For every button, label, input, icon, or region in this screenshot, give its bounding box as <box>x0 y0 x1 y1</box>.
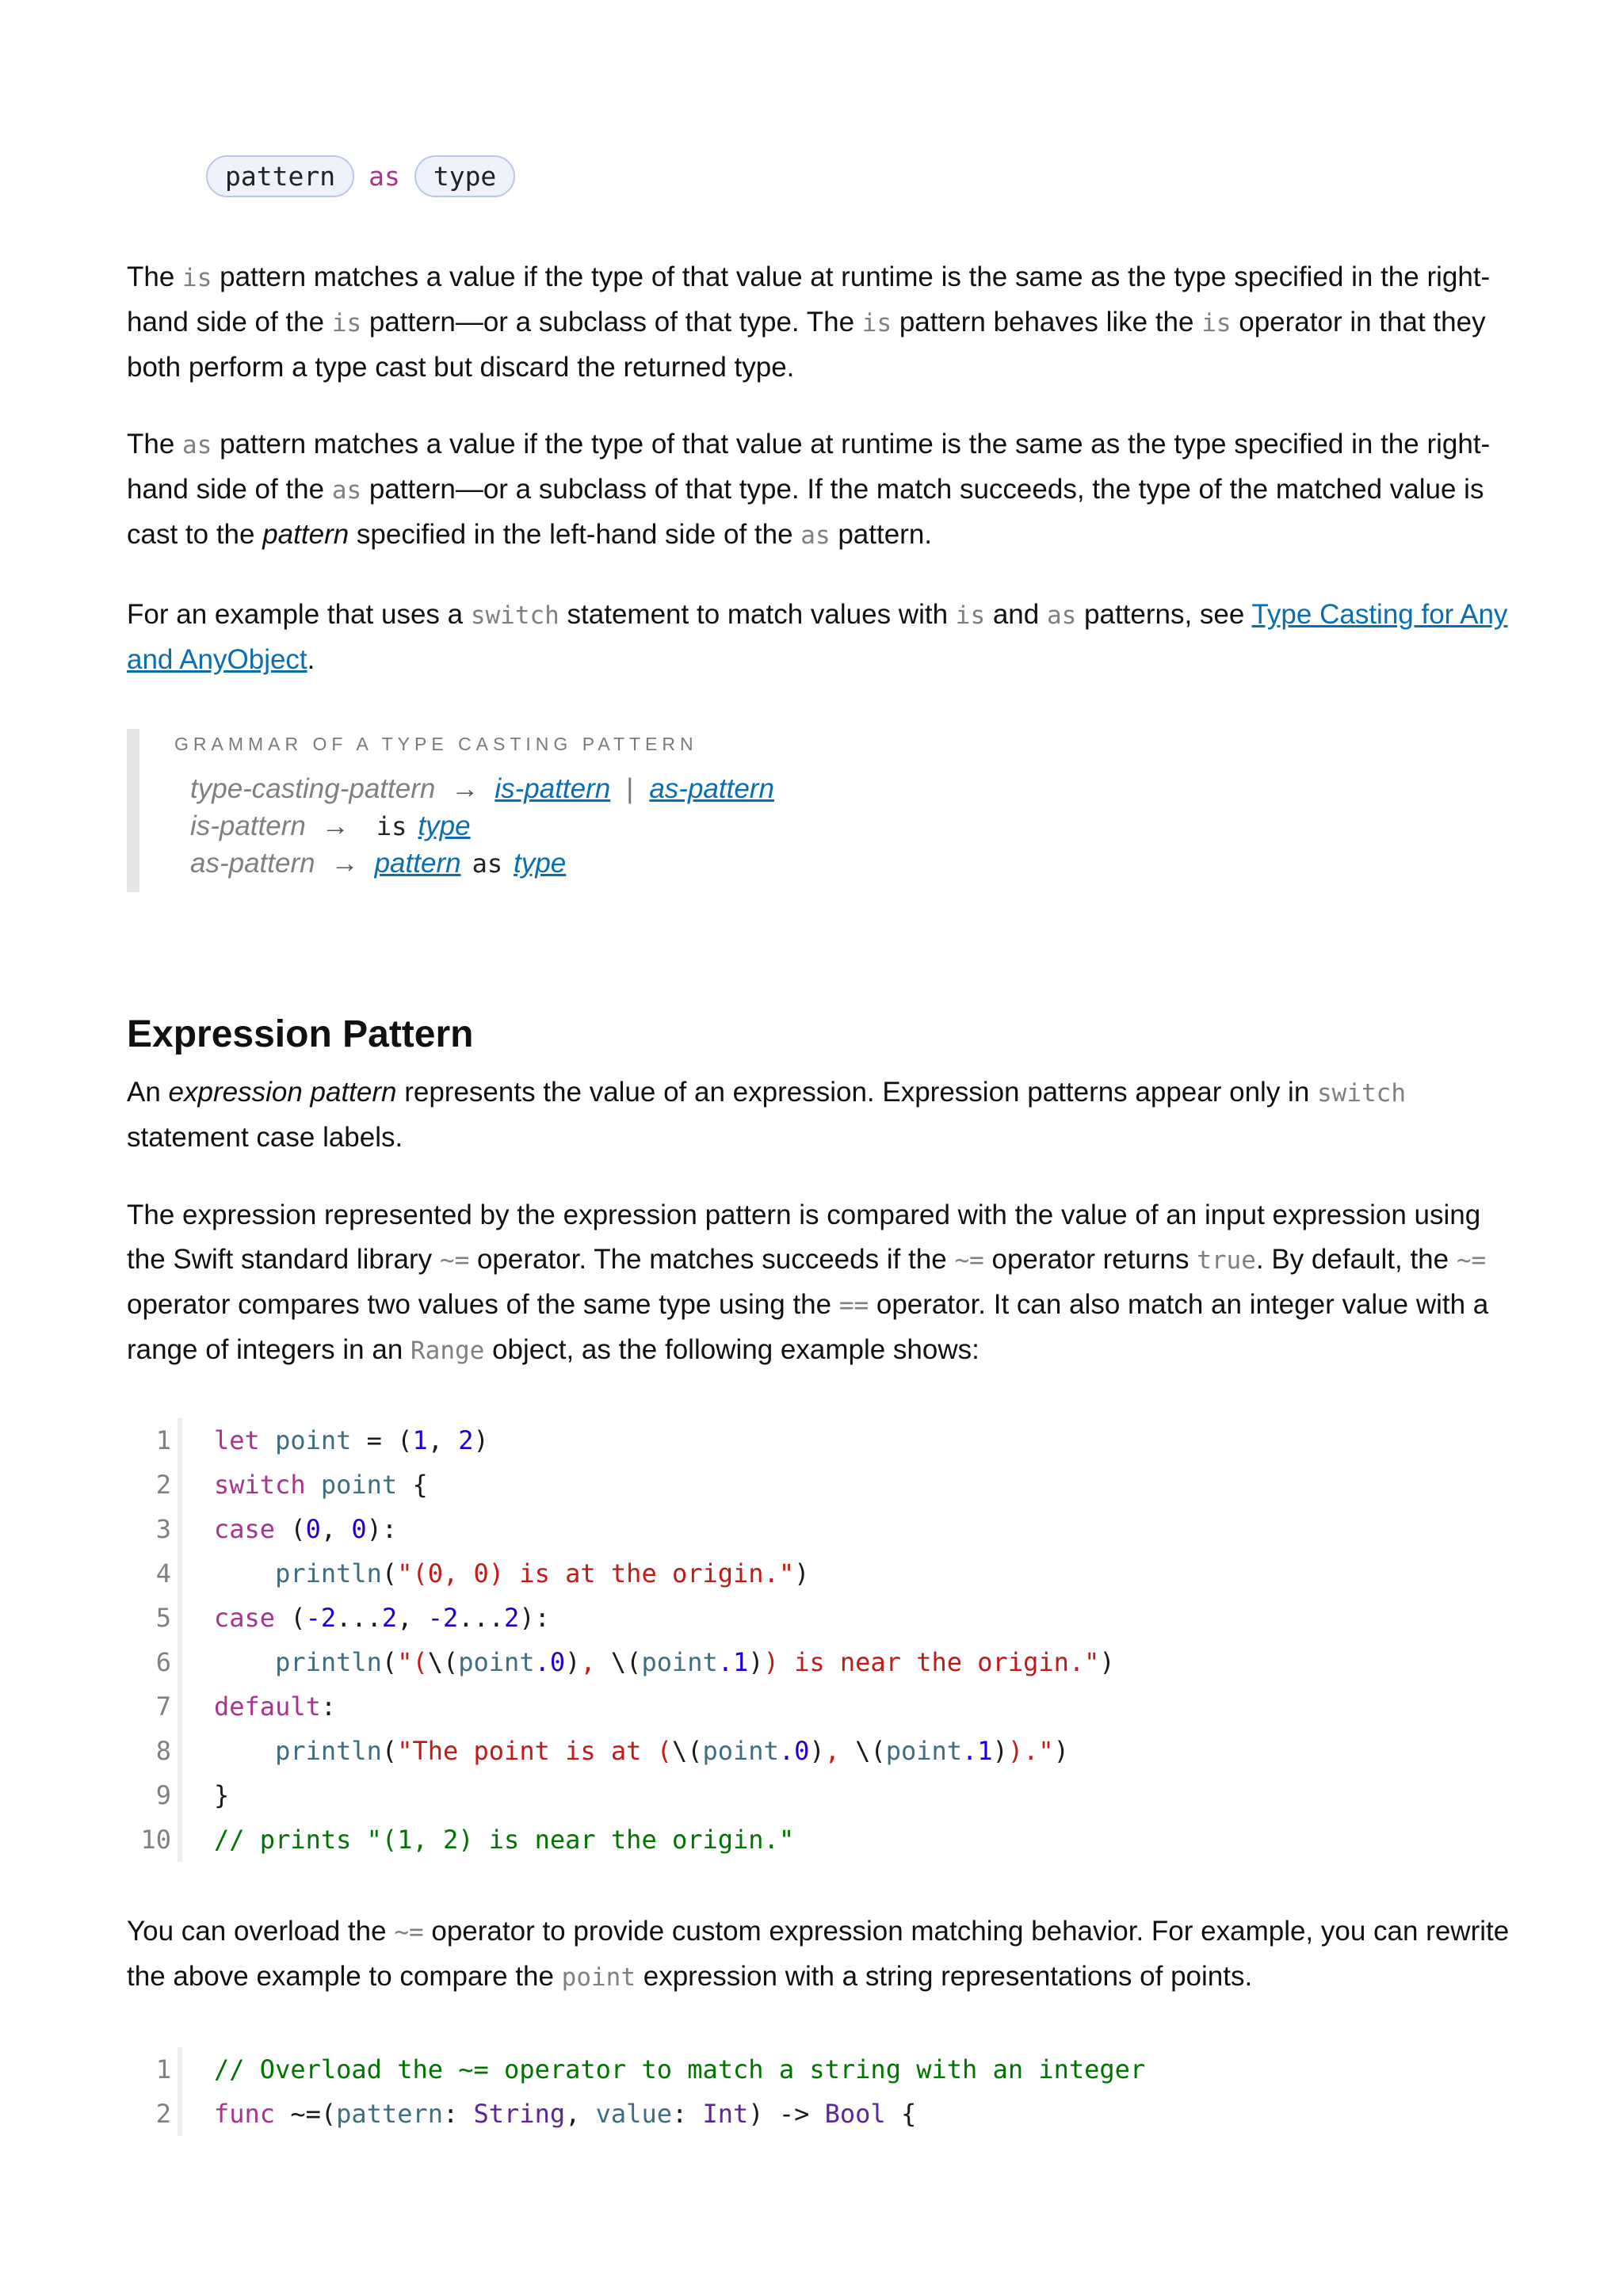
as-pattern-paragraph: The as pattern matches a value if the type of that value at runtime is the same as the type specified in the right-hand side of the as pattern—or a subclass of that type. If the match succeeds, the type of the matched value is cast to the pattern specified in the left-hand side of the as pattern. <box>127 429 1491 550</box>
code-line: 10 // prints "(1, 2) is near the origin." <box>127 1817 1474 1862</box>
line-number: 3 <box>155 1514 171 1544</box>
code-line: 7 default: <box>127 1684 1474 1729</box>
section-heading: Expression Pattern <box>127 1013 474 1055</box>
grammar-block <box>127 729 1474 892</box>
line-number: 1 <box>155 1425 171 1455</box>
code-line: 1 let point = (1, 2) <box>127 1418 1474 1463</box>
code-line: 4 println("(0, 0) is at the origin.") <box>127 1551 1474 1596</box>
overload-paragraph: You can overload the ~= operator to provide custom expression matching behavior. For example, you can rewrite the above example to compare the point expression with a string representations of points. <box>127 1916 1510 1992</box>
matching-operator-paragraph: The expression represented by the expression pattern is compared with the value of an input expression using the Swift standard library ~= operator. The matches succeeds if the ~= operator returns true. By default, the ~= operator compares two values of the same type using the == operator. It can also match an integer value with a range of integers in an Range object, as the following example shows: <box>127 1199 1489 1365</box>
line-number: 6 <box>155 1647 171 1677</box>
line-number: 8 <box>155 1736 171 1766</box>
line-number: 10 <box>140 1825 171 1855</box>
code-line: 2 switch point { <box>127 1463 1474 1507</box>
type-link[interactable]: type <box>418 810 471 841</box>
code-block-overload-example <box>127 2047 1474 2136</box>
code-line: 5 case (-2...2, -2...2): <box>127 1596 1474 1640</box>
line-number: 5 <box>155 1603 171 1633</box>
code-line: 1 // Overload the ~= operator to match a string with an integer <box>127 2047 1474 2092</box>
line-number: 2 <box>155 2099 171 2129</box>
is-pattern-paragraph: The is pattern matches a value if the type of that value at runtime is the same as the type specified in the right-hand side of the is pattern—or a subclass of that type. The is pattern behaves like the is operator in that they both perform a type cast but discard the returned type. <box>127 261 1491 383</box>
grammar-title: GRAMMAR OF A TYPE CASTING PATTERN <box>174 734 698 754</box>
code-line: 9 } <box>127 1773 1474 1817</box>
grammar-rule-as-pattern: as-pattern → pattern as type <box>190 848 567 879</box>
line-number: 9 <box>155 1780 171 1810</box>
line-number: 7 <box>155 1691 171 1722</box>
example-reference-paragraph: For an example that uses a switch statement to match values with is and as patterns, see Type Casting for Any and AnyObject. <box>127 599 1508 675</box>
syntax-type-pill: type <box>414 155 515 197</box>
pattern-link[interactable]: pattern <box>374 848 461 879</box>
type-link[interactable]: type <box>514 848 567 879</box>
grammar-rule-is-pattern: is-pattern → is type <box>190 810 471 841</box>
line-number: 1 <box>155 2054 171 2084</box>
code-line: 3 case (0, 0): <box>127 1507 1474 1551</box>
syntax-pattern-pill: pattern <box>206 155 354 197</box>
expression-pattern-intro: An expression pattern represents the value of an expression. Expression patterns appear only in switch statement case labels. <box>127 1077 1406 1153</box>
syntax-as-keyword: as <box>369 161 400 192</box>
code-line: 6 println("(\(point.0), \(point.1)) is near the origin.") <box>127 1640 1474 1684</box>
code-block-switch-example <box>127 1418 1474 1862</box>
code-line: 8 println("The point is at (\(point.0), \(point.1)).") <box>127 1729 1474 1773</box>
line-number: 4 <box>155 1558 171 1589</box>
as-pattern-syntax <box>206 155 515 197</box>
line-number: 2 <box>155 1470 171 1500</box>
is-pattern-link[interactable]: is-pattern <box>495 773 611 804</box>
type-casting-link[interactable]: Type Casting for Any and AnyObject <box>127 599 1508 675</box>
as-pattern-link[interactable]: as-pattern <box>649 773 774 804</box>
code-line: 2 func ~=(pattern: String, value: Int) -> Bool { <box>127 2092 1474 2136</box>
grammar-rule-type-casting: type-casting-pattern → is-pattern | as-pattern <box>190 773 774 804</box>
